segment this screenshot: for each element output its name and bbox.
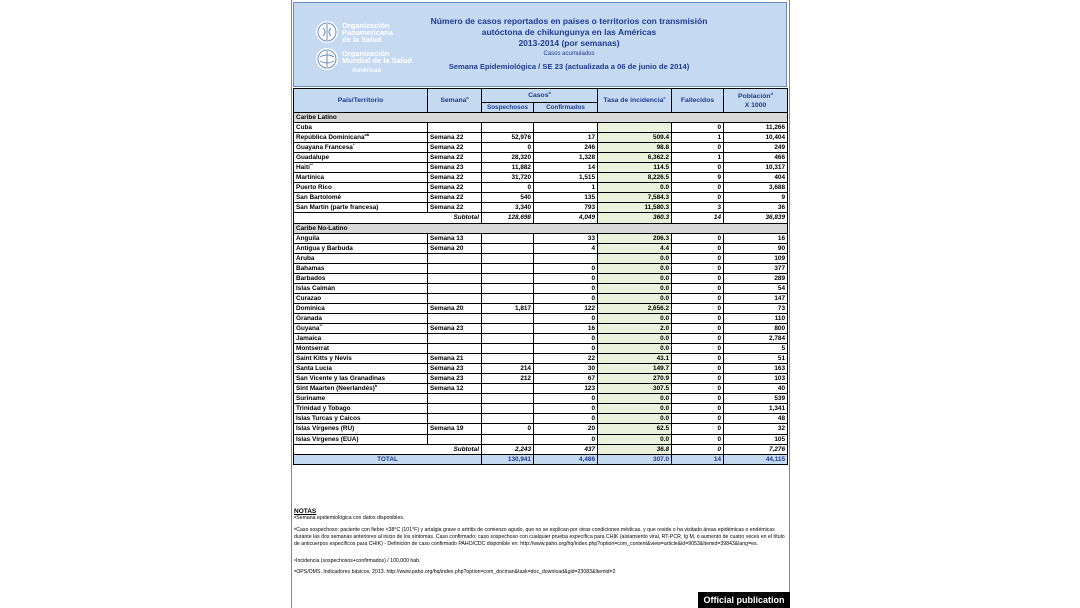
header-population: Población$^d$ X 1000	[724, 89, 788, 113]
deaths-cell: 0	[672, 303, 724, 313]
population-cell: 3,688	[724, 183, 788, 193]
suspected-cell: 52,976	[482, 133, 534, 143]
header-incidence: Tasa de incidencia$^c$	[598, 89, 672, 113]
deaths-cell: 0	[672, 263, 724, 273]
country-cell: Jamaica	[294, 334, 428, 344]
country-cell: Islas Vírgenes (EUA)	[294, 434, 428, 444]
deaths-cell: 0	[672, 424, 724, 434]
table-body	[294, 113, 788, 465]
week-cell: Semana 23	[428, 323, 482, 333]
confirmed-cell: 20	[534, 424, 598, 434]
week-cell	[428, 283, 482, 293]
deaths-cell: 0	[672, 253, 724, 263]
suspected-cell	[482, 414, 534, 424]
table-row	[294, 313, 788, 323]
population-cell: 2,784	[724, 334, 788, 344]
week-cell: Semana 22	[428, 173, 482, 183]
country-cell: Aruba	[294, 253, 428, 263]
population-cell: 9	[724, 193, 788, 203]
country-cell: Montserrat	[294, 344, 428, 354]
population-cell: 48	[724, 414, 788, 424]
suspected-cell	[482, 384, 534, 394]
subtotal-population: 36,839	[724, 213, 788, 223]
country-cell: Granada	[294, 313, 428, 323]
week-cell: Semana 23	[428, 364, 482, 374]
total-deaths: 14	[672, 454, 724, 464]
header-week: Semana$^a$	[428, 89, 482, 113]
country-cell: Santa Lucía	[294, 364, 428, 374]
population-cell: 163	[724, 364, 788, 374]
confirmed-cell: 0	[534, 283, 598, 293]
population-cell: 10,404	[724, 133, 788, 143]
table-row	[294, 233, 788, 243]
suspected-cell: 214	[482, 364, 534, 374]
week-cell: Semana 22	[428, 203, 482, 213]
confirmed-cell: 30	[534, 364, 598, 374]
deaths-cell: 0	[672, 404, 724, 414]
population-cell: 289	[724, 273, 788, 283]
country-cell: Bahamas	[294, 263, 428, 273]
country-cell: Cuba	[294, 123, 428, 133]
country-cell: Antigua y Barbuda	[294, 243, 428, 253]
total-confirmed: 4,486	[534, 454, 598, 464]
population-cell: 11,266	[724, 123, 788, 133]
table-row	[294, 414, 788, 424]
incidence-cell: 11,580.3	[598, 203, 672, 213]
week-cell: Semana 20	[428, 243, 482, 253]
country-cell: Saint Kitts y Nevis	[294, 354, 428, 364]
incidence-cell: 6,362.2	[598, 153, 672, 163]
week-cell	[428, 334, 482, 344]
deaths-cell: 0	[672, 414, 724, 424]
country-cell: Puerto Rico	[294, 183, 428, 193]
table-row	[294, 334, 788, 344]
title-line-2: autóctona de chikungunya en las Américas	[481, 27, 657, 37]
suspected-cell	[482, 263, 534, 273]
confirmed-cell: 0	[534, 313, 598, 323]
confirmed-cell: 0	[534, 404, 598, 414]
header-confirmed: Confirmados	[534, 103, 598, 113]
deaths-cell: 0	[672, 273, 724, 283]
subtotal-confirmed: 437	[534, 444, 598, 454]
population-cell: 73	[724, 303, 788, 313]
country-cell: Curazao	[294, 293, 428, 303]
population-cell: 1,341	[724, 404, 788, 414]
incidence-cell: 2.0	[598, 323, 672, 333]
incidence-cell: 8,226.5	[598, 173, 672, 183]
population-cell: 90	[724, 243, 788, 253]
table-row	[294, 243, 788, 253]
suspected-cell	[482, 354, 534, 364]
population-cell: 466	[724, 153, 788, 163]
population-cell: 404	[724, 173, 788, 183]
week-cell: Semana 19	[428, 424, 482, 434]
country-cell: Guyana**	[294, 323, 428, 333]
incidence-cell: 0.0	[598, 414, 672, 424]
suspected-cell	[482, 323, 534, 333]
report-title	[419, 16, 719, 72]
confirmed-cell: 0	[534, 263, 598, 273]
deaths-cell: 0	[672, 123, 724, 133]
week-cell: Semana 22	[428, 153, 482, 163]
header-country: País/Territorio	[294, 89, 428, 113]
document-page	[291, 0, 790, 608]
week-cell	[428, 404, 482, 414]
country-cell: República Dominicana$^{ab}$	[294, 133, 428, 143]
notes-section	[294, 508, 786, 576]
week-cell: Semana 22	[428, 183, 482, 193]
week-cell	[428, 123, 482, 133]
population-cell: 249	[724, 143, 788, 153]
confirmed-cell: 0	[534, 434, 598, 444]
note-b: $^b$Caso sospechoso: paciente con fiebre <38°C (101°F) y artalgia grave o artritis de comienzo agudo, que no se explican por otras condiciones médicas, y que reside o ha visitado áreas epidémicas o endémicas durante las dos semanas anteriores al inicio de los síntomas. Caso confirmado: caso sospechoso con cualquier prueba específica para CHIK (aislamiento viral, RT-PCR, Ig M, o aumento de cuatro veces en el título de anticuerpos específicos para CHIK) - Definición de caso confirmado PAHO/CDC disponible en: http://www.paho.org/hq/index.php?option=com_content&view=article&id=9053&Itemid=39843&lang=es.	[294, 525, 785, 548]
confirmed-cell: 33	[534, 233, 598, 243]
incidence-cell: 206.3	[598, 233, 672, 243]
population-cell: 10,317	[724, 163, 788, 173]
population-cell: 105	[724, 434, 788, 444]
deaths-cell: 0	[672, 313, 724, 323]
week-cell: Semana 22	[428, 193, 482, 203]
note-d: $^d$OPS/OMS. Indicadores básicos, 2013. http://www.paho.org/hq/index.php?option=com_docman&task=doc_download&gid=23083&Itemid=2	[294, 567, 616, 575]
table-row	[294, 253, 788, 263]
suspected-cell	[482, 394, 534, 404]
deaths-cell: 0	[672, 344, 724, 354]
section-name: Caribe Latino	[294, 113, 788, 123]
table-row	[294, 143, 788, 153]
population-cell: 103	[724, 374, 788, 384]
country-cell: San Martín (parte francesa)	[294, 203, 428, 213]
deaths-cell: 0	[672, 183, 724, 193]
suspected-cell	[482, 434, 534, 444]
population-cell: 5	[724, 344, 788, 354]
suspected-cell	[482, 243, 534, 253]
section-header-row	[294, 113, 788, 123]
incidence-cell: 0.0	[598, 434, 672, 444]
week-cell	[428, 414, 482, 424]
incidence-cell: 149.7	[598, 364, 672, 374]
suspected-cell: 0	[482, 424, 534, 434]
population-cell: 16	[724, 233, 788, 243]
population-cell: 109	[724, 253, 788, 263]
suspected-cell: 3,340	[482, 203, 534, 213]
population-cell: 800	[724, 323, 788, 333]
table-row	[294, 394, 788, 404]
suspected-cell	[482, 313, 534, 323]
suspected-cell	[482, 253, 534, 263]
country-cell: Trinidad y Tobago	[294, 404, 428, 414]
population-cell: 110	[724, 313, 788, 323]
section-header-row	[294, 223, 788, 233]
table-row	[294, 404, 788, 414]
title-line-1: Número de casos reportados en países o territorios con transmisión	[430, 16, 708, 26]
total-row	[294, 454, 788, 464]
deaths-cell: 0	[672, 163, 724, 173]
week-cell: Semana 23	[428, 374, 482, 384]
country-cell: San Bartolomé	[294, 193, 428, 203]
table-row	[294, 193, 788, 203]
incidence-cell: 4.4	[598, 243, 672, 253]
table-row	[294, 293, 788, 303]
incidence-cell: 114.5	[598, 163, 672, 173]
confirmed-cell: 4	[534, 243, 598, 253]
week-cell: Semana 23	[428, 163, 482, 173]
total-label: TOTAL	[294, 454, 482, 464]
country-cell: Islas Vírgenes (RU)	[294, 424, 428, 434]
suspected-cell: 540	[482, 193, 534, 203]
population-cell: 36	[724, 203, 788, 213]
confirmed-cell: 1,328	[534, 153, 598, 163]
week-cell: Semana 21	[428, 354, 482, 364]
incidence-cell: 43.1	[598, 354, 672, 364]
deaths-cell: 1	[672, 153, 724, 163]
incidence-cell: 7,584.3	[598, 193, 672, 203]
incidence-cell: 62.5	[598, 424, 672, 434]
notes-title: NOTAS	[294, 508, 317, 515]
who-seal-icon	[316, 48, 338, 70]
official-publication-badge: Official publication	[698, 592, 790, 608]
incidence-cell: 0.0	[598, 313, 672, 323]
table-row	[294, 344, 788, 354]
confirmed-cell: 0	[534, 344, 598, 354]
confirmed-cell: 1,515	[534, 173, 598, 183]
suspected-cell	[482, 233, 534, 243]
header-cases: Casos$^b$	[482, 89, 598, 103]
table-row	[294, 153, 788, 163]
incidence-cell: 0.0	[598, 263, 672, 273]
suspected-cell	[482, 273, 534, 283]
country-cell: Islas Turcas y Caicos	[294, 414, 428, 424]
week-cell: Semana 22	[428, 133, 482, 143]
table-row	[294, 283, 788, 293]
incidence-cell: 0.0	[598, 273, 672, 283]
incidence-cell: 0.0	[598, 293, 672, 303]
week-cell	[428, 273, 482, 283]
week-cell	[428, 293, 482, 303]
cases-table	[293, 88, 788, 465]
country-cell: Anguila	[294, 233, 428, 243]
table-row	[294, 374, 788, 384]
paho-seal-icon	[316, 21, 338, 43]
suspected-cell: 0	[482, 183, 534, 193]
title-subtitle: Casos acumulados	[543, 51, 595, 57]
confirmed-cell: 22	[534, 354, 598, 364]
total-suspected: 130,941	[482, 454, 534, 464]
incidence-cell: 0.0	[598, 283, 672, 293]
country-cell: Suriname	[294, 394, 428, 404]
country-cell: Guadalupe	[294, 153, 428, 163]
country-cell: Guayana Francesa*	[294, 143, 428, 153]
subtotal-label: Subtotal	[294, 213, 482, 223]
region-name: Américas	[352, 67, 382, 74]
week-cell: Semana 22	[428, 143, 482, 153]
confirmed-cell	[534, 253, 598, 263]
suspected-cell	[482, 123, 534, 133]
confirmed-cell: 123	[534, 384, 598, 394]
title-line-3: 2013-2014 (por semanas)	[518, 38, 620, 48]
confirmed-cell: 16	[534, 323, 598, 333]
subtotal-deaths: 0	[672, 444, 724, 454]
epidemiological-week: Semana Epidemiológica / SE 23 (actualizada a 06 de junio de 2014)	[448, 62, 690, 71]
incidence-cell: 2,656.2	[598, 303, 672, 313]
confirmed-cell: 122	[534, 303, 598, 313]
deaths-cell: 0	[672, 334, 724, 344]
header-deaths: Fallecidos	[672, 89, 724, 113]
table-row	[294, 173, 788, 183]
suspected-cell: 0	[482, 143, 534, 153]
table-row	[294, 273, 788, 283]
suspected-cell: 31,720	[482, 173, 534, 183]
confirmed-cell: 246	[534, 143, 598, 153]
incidence-cell: 0.0	[598, 183, 672, 193]
deaths-cell: 0	[672, 374, 724, 384]
suspected-cell: 1,817	[482, 303, 534, 313]
deaths-cell: 0	[672, 293, 724, 303]
deaths-cell: 0	[672, 233, 724, 243]
subtotal-confirmed: 4,049	[534, 213, 598, 223]
table-row	[294, 354, 788, 364]
week-cell	[428, 344, 482, 354]
subtotal-label: Subtotal	[294, 444, 482, 454]
population-cell: 54	[724, 283, 788, 293]
deaths-cell: 3	[672, 203, 724, 213]
country-cell: Haití**	[294, 163, 428, 173]
incidence-cell: 0.0	[598, 404, 672, 414]
confirmed-cell: 67	[534, 374, 598, 384]
table-row	[294, 303, 788, 313]
population-cell: 40	[724, 384, 788, 394]
week-cell: Semana 13	[428, 233, 482, 243]
note-a: $^a$Semana epidemiológica con datos disponibles.	[294, 514, 405, 522]
confirmed-cell: 1	[534, 183, 598, 193]
total-incidence: 307.0	[598, 454, 672, 464]
incidence-cell: 98.8	[598, 143, 672, 153]
note-c: $^c$Incidencia (sospechosos+confirmados) / 100,000 hab.	[294, 557, 421, 565]
suspected-cell	[482, 334, 534, 344]
deaths-cell: 0	[672, 323, 724, 333]
subtotal-population: 7,276	[724, 444, 788, 454]
table-row	[294, 183, 788, 193]
week-cell	[428, 253, 482, 263]
country-cell: Martinica	[294, 173, 428, 183]
deaths-cell: 1	[672, 133, 724, 143]
country-cell: San Vicente y las Granadinas	[294, 374, 428, 384]
suspected-cell: 28,320	[482, 153, 534, 163]
week-cell: Semana 12	[428, 384, 482, 394]
incidence-cell: 0.0	[598, 344, 672, 354]
incidence-cell	[598, 123, 672, 133]
incidence-cell: 307.5	[598, 384, 672, 394]
population-cell: 147	[724, 293, 788, 303]
deaths-cell: 0	[672, 143, 724, 153]
week-cell	[428, 263, 482, 273]
population-cell: 51	[724, 354, 788, 364]
confirmed-cell: 0	[534, 273, 598, 283]
suspected-cell	[482, 283, 534, 293]
confirmed-cell: 0	[534, 334, 598, 344]
subtotal-incidence: 360.3	[598, 213, 672, 223]
subtotal-incidence: 36.8	[598, 444, 672, 454]
incidence-cell: 0.0	[598, 334, 672, 344]
confirmed-cell: 14	[534, 163, 598, 173]
country-cell: Islas Caimán	[294, 283, 428, 293]
suspected-cell	[482, 293, 534, 303]
incidence-cell: 0.0	[598, 253, 672, 263]
subtotal-deaths: 14	[672, 213, 724, 223]
subtotal-row	[294, 444, 788, 454]
country-cell: Barbados	[294, 273, 428, 283]
confirmed-cell: 135	[534, 193, 598, 203]
total-population: 44,115	[724, 454, 788, 464]
deaths-cell: 0	[672, 243, 724, 253]
subtotal-suspected: 128,698	[482, 213, 534, 223]
header-suspected: Sospechosos	[482, 103, 534, 113]
deaths-cell: 0	[672, 384, 724, 394]
table-row	[294, 163, 788, 173]
week-cell: Semana 20	[428, 303, 482, 313]
subtotal-row	[294, 213, 788, 223]
report-header	[293, 2, 787, 87]
confirmed-cell: 0	[534, 414, 598, 424]
suspected-cell	[482, 404, 534, 414]
table-row	[294, 434, 788, 444]
confirmed-cell: 0	[534, 394, 598, 404]
suspected-cell: 212	[482, 374, 534, 384]
confirmed-cell: 793	[534, 203, 598, 213]
week-cell	[428, 313, 482, 323]
table-row	[294, 424, 788, 434]
paho-name: Organización Panamericana de la Salud	[342, 21, 393, 44]
subtotal-suspected: 2,243	[482, 444, 534, 454]
deaths-cell: 0	[672, 434, 724, 444]
population-cell: 377	[724, 263, 788, 273]
deaths-cell: 0	[672, 283, 724, 293]
country-cell: Dominica	[294, 303, 428, 313]
deaths-cell: 9	[672, 173, 724, 183]
country-cell: Sint Maarten (Neerlandés)$^b$	[294, 384, 428, 394]
section-name: Caribe No-Latino	[294, 223, 788, 233]
deaths-cell: 0	[672, 394, 724, 404]
table-row	[294, 384, 788, 394]
table-row	[294, 123, 788, 133]
deaths-cell: 0	[672, 364, 724, 374]
incidence-cell: 0.0	[598, 394, 672, 404]
confirmed-cell: 17	[534, 133, 598, 143]
table-row	[294, 203, 788, 213]
week-cell	[428, 394, 482, 404]
population-cell: 32	[724, 424, 788, 434]
deaths-cell: 0	[672, 193, 724, 203]
table-row	[294, 133, 788, 143]
confirmed-cell: 0	[534, 293, 598, 303]
table-row	[294, 263, 788, 273]
population-cell: 539	[724, 394, 788, 404]
who-name: Organización Mundial de la Salud	[342, 49, 413, 65]
confirmed-cell	[534, 123, 598, 133]
incidence-cell: 509.4	[598, 133, 672, 143]
suspected-cell	[482, 344, 534, 354]
table-row	[294, 323, 788, 333]
suspected-cell: 11,882	[482, 163, 534, 173]
table-row	[294, 364, 788, 374]
deaths-cell: 0	[672, 354, 724, 364]
incidence-cell: 270.9	[598, 374, 672, 384]
week-cell	[428, 434, 482, 444]
